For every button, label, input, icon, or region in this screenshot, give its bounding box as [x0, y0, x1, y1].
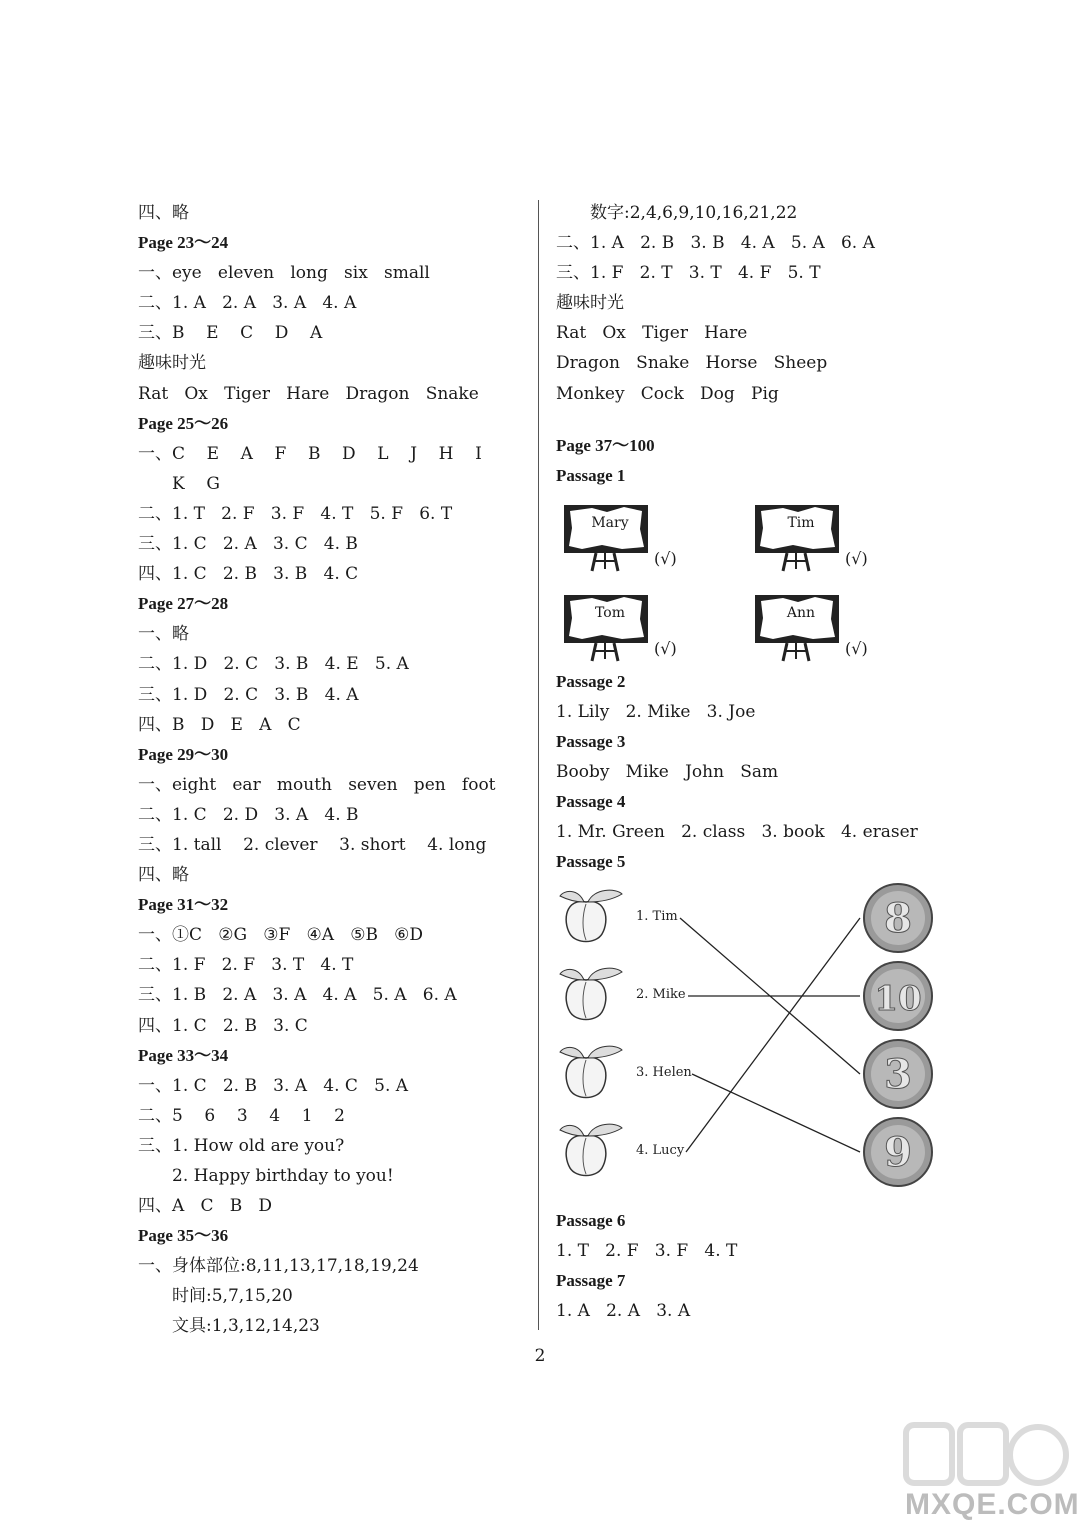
answer-line: Dragon Snake Horse Sheep: [556, 353, 828, 374]
passage-answers: 1. A 2. A 3. A: [556, 1300, 691, 1321]
board-name: Mary: [591, 514, 629, 531]
peach-icon: [560, 890, 622, 941]
matching-diagram: [556, 878, 976, 1206]
answer-line: 一、1. C 2. B 3. A 4. C 5. A: [138, 1075, 409, 1096]
passage-title: Passage 4: [556, 792, 626, 812]
passage-title: Passage 3: [556, 732, 626, 752]
passage-title: Passage 2: [556, 671, 626, 691]
person-name: 3. Helen: [636, 1064, 692, 1080]
answer-line: 一、eye eleven long six small: [138, 263, 430, 284]
easel-board: [562, 503, 684, 578]
person-name: 2. Mike: [636, 986, 686, 1002]
passage-title: Passage 7: [556, 1270, 626, 1290]
passage-answers: 1. Mr. Green 2. class 3. book 4. eraser: [556, 822, 918, 843]
svg-text:9: 9: [884, 1128, 912, 1176]
board-check: (√): [654, 638, 677, 658]
answer-line: 数字:2,4,6,9,10,16,21,22: [590, 203, 798, 223]
answer-line: 三、1. F 2. T 3. T 4. F 5. T: [556, 263, 821, 284]
board-check: (√): [845, 638, 868, 658]
section-heading: Page 37～100: [556, 435, 655, 455]
svg-text:10: 10: [874, 978, 922, 1019]
answer-line: 三、B E C D A: [138, 323, 323, 344]
section-heading: Page 29～30: [138, 744, 229, 764]
svg-text:8: 8: [884, 894, 912, 942]
answer-line: 三、1. tall 2. clever 3. short 4. long: [138, 834, 487, 855]
passage-title: Passage 1: [556, 465, 626, 485]
passage5-matching: [556, 878, 976, 1206]
answer-line: 四、1. C 2. B 3. B 4. C: [138, 564, 359, 585]
answer-line: 二、5 6 3 4 1 2: [138, 1105, 345, 1126]
answer-line: 四、略: [138, 865, 189, 886]
board-check: (√): [654, 548, 677, 568]
number-badge: [864, 1040, 932, 1108]
answer-line: 一、身体部位:8,11,13,17,18,19,24: [138, 1256, 419, 1277]
easel-board: [753, 503, 875, 578]
match-line: [692, 1074, 860, 1152]
section-heading: Page 25～26: [138, 413, 229, 433]
section-heading: Page 33～34: [138, 1045, 229, 1065]
answer-line: 2. Happy birthday to you!: [172, 1166, 394, 1186]
answer-line: 一、eight ear mouth seven pen foot: [138, 774, 496, 795]
number-badge: [864, 1118, 932, 1186]
answer-line: 趣味时光: [556, 293, 624, 314]
answer-line: 趣味时光: [138, 353, 206, 374]
answer-line: 四、A C B D: [138, 1196, 273, 1217]
passage1-boards: [556, 491, 976, 667]
number-badge: [864, 884, 932, 952]
peach-icon: [560, 1124, 622, 1175]
answer-line: 文具:1,3,12,14,23: [172, 1316, 320, 1337]
answer-line: 一、①C ②G ③F ④A ⑤B ⑥D: [138, 925, 424, 946]
board-name: Tom: [595, 604, 625, 621]
right-top-lines: [556, 198, 976, 409]
answer-line: 二、1. T 2. F 3. F 4. T 5. F 6. T: [138, 503, 453, 524]
person-name: 4. Lucy: [636, 1142, 685, 1158]
number-badge: [864, 962, 932, 1030]
passage-title: Passage 6: [556, 1210, 626, 1230]
answer-line: 二、1. F 2. F 3. T 4. T: [138, 955, 354, 976]
passage-title: Passage 5: [556, 852, 626, 872]
board-check: (√): [845, 548, 868, 568]
column-divider: [538, 200, 539, 1330]
svg-text:3: 3: [884, 1050, 912, 1098]
answer-line: 四、1. C 2. B 3. C: [138, 1015, 308, 1036]
answer-line: 一、略: [138, 624, 189, 645]
answer-line: 四、略: [138, 203, 189, 223]
answer-line: 四、B D E A C: [138, 714, 301, 735]
answer-line: 三、1. C 2. A 3. C 4. B: [138, 534, 358, 555]
peach-icon: [560, 968, 622, 1019]
person-name: 1. Tim: [636, 908, 678, 924]
easel-board: [562, 593, 684, 668]
answer-line: 二、1. D 2. C 3. B 4. E 5. A: [138, 654, 409, 675]
answer-line: 时间:5,7,15,20: [172, 1286, 293, 1307]
answer-line: 三、1. B 2. A 3. A 4. A 5. A 6. A: [138, 985, 457, 1006]
passage-answers: Booby Mike John Sam: [556, 762, 779, 783]
section-heading: Page 31～32: [138, 895, 229, 915]
answer-line: Rat Ox Tiger Hare: [556, 323, 748, 344]
answer-line: K G: [172, 473, 220, 494]
section-heading: Page 35～36: [138, 1226, 229, 1246]
answer-line: 三、1. How old are you?: [138, 1135, 345, 1156]
watermark-text: MXQE.COM: [905, 1488, 1080, 1521]
answer-line: 三、1. D 2. C 3. B 4. A: [138, 684, 359, 705]
answer-line: 一、C E A F B D L J H I: [138, 443, 482, 464]
answer-line: 二、1. C 2. D 3. A 4. B: [138, 804, 359, 825]
answer-line: 二、1. A 2. B 3. B 4. A 5. A 6. A: [556, 233, 875, 254]
board-name: Ann: [786, 604, 816, 621]
left-column: [138, 198, 528, 1342]
page-number: 2: [534, 1346, 546, 1366]
section-heading: Page 23～24: [138, 233, 229, 253]
passage-answers: 1. T 2. F 3. F 4. T: [556, 1240, 738, 1261]
answer-line: 二、1. A 2. A 3. A 4. A: [138, 293, 357, 314]
answer-line: Monkey Cock Dog Pig: [556, 383, 779, 404]
right-column: [556, 198, 976, 1326]
answer-line: Rat Ox Tiger Hare Dragon Snake: [138, 383, 479, 404]
easel-board: [753, 593, 875, 668]
passage-answers: 1. Lily 2. Mike 3. Joe: [556, 701, 756, 722]
section-heading: Page 27～28: [138, 594, 229, 614]
match-line: [686, 918, 860, 1152]
peach-icon: [560, 1046, 622, 1097]
board-name: Tim: [787, 514, 815, 531]
